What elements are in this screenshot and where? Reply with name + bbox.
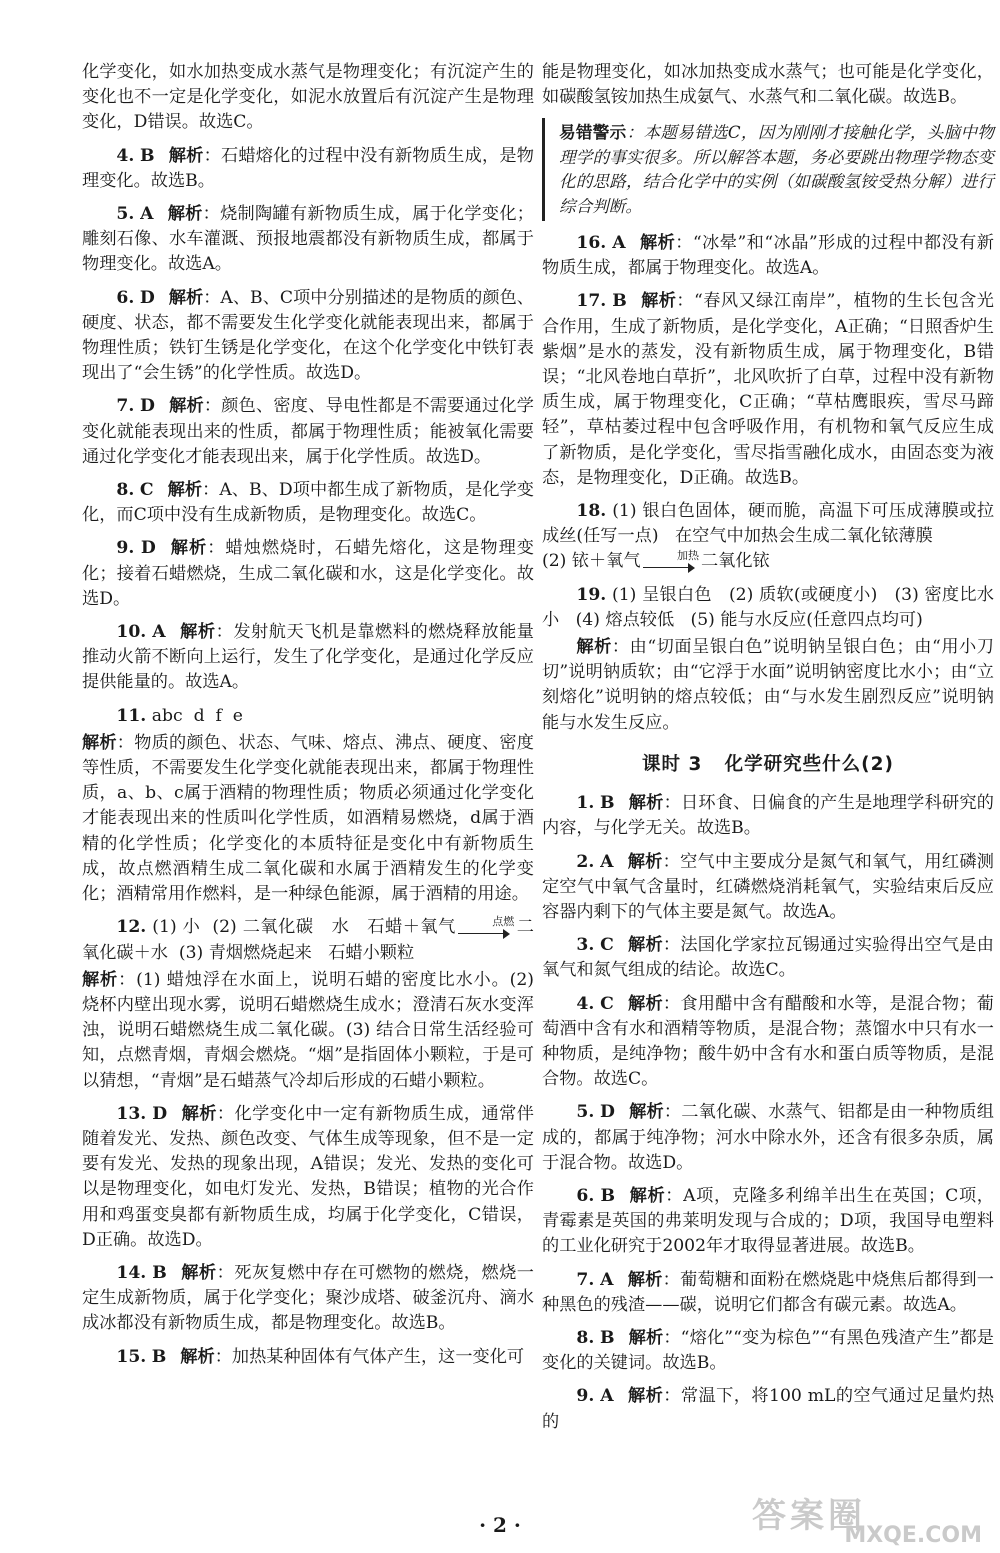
answer-letter: A <box>140 204 154 225</box>
equation-right: 二氧化铱 <box>700 551 770 572</box>
analysis-text: ：A、B、C项中分别描述的是物质的颜色、硬度、状态，都不需要发生化学变化就能表现出来，都属于物理性质；铁钉生锈是化学变化，在这个化学变化中铁钉表现出了“会生锈”的化学性质。故选D。 <box>82 287 534 384</box>
question-number: 5. <box>116 204 135 225</box>
analysis-label: 解析 <box>180 1346 215 1367</box>
answer-letter: A <box>152 622 166 643</box>
analysis-text: ：发射航天飞机是靠燃料的燃烧释放能量推动火箭不断向上运行，发生了化学变化，是通过化学反应提供能量的。故选A。 <box>82 622 534 693</box>
answer-part-2: (2) 二氧化碳 <box>212 917 314 938</box>
answer-q11 <box>82 704 534 729</box>
analysis-q11 <box>82 731 534 907</box>
answer-q19 <box>542 583 994 633</box>
question-number: 4. <box>116 145 135 166</box>
answer-letter: B <box>140 145 155 166</box>
answer-letter: B <box>600 793 615 814</box>
analysis-label: 解析 <box>627 1386 664 1407</box>
answer-q14 <box>82 1261 534 1337</box>
analysis-label: 解析 <box>82 969 119 990</box>
warning-text: ：本题易错选C，因为刚刚才接触化学，头脑中物理学的事实很多。所以解答本题，务必要跳出物理学物态变化的思路，结合化学中的实例（如碳酸氢铵受热分解）进行综合判断。 <box>559 123 995 216</box>
analysis-text: ：(1) 蜡烛浮在水面上，说明石蜡的密度比水小。(2) 烧杯内壁出现水雾，说明石蜡燃烧生成水；澄清石灰水变浑浊，说明石蜡燃烧生成二氧化碳。(3) 结合日常生活经验可知，点燃青烟，青烟会燃烧。“烟”是指固体小颗粒，于是可以猜想，“青烟”是石蜡蒸气冷却后形成的石蜡小颗粒。 <box>82 969 534 1091</box>
analysis-label: 解析 <box>181 1103 217 1124</box>
analysis-text: ：常温下，将100 mL的空气通过足量灼热的 <box>542 1386 995 1432</box>
question-number: 17. <box>576 291 607 312</box>
question-number: 15. <box>116 1346 147 1367</box>
analysis-text: ：二氧化碳、水蒸气、铝都是由一种物质组成的，都属于纯净物；河水中除水外，还含有很多杂质，属于混合物。故选D。 <box>542 1102 994 1173</box>
analysis-text: ：死灰复燃中存在可燃物的燃烧，燃烧一定生成新物质，属于化学变化；聚沙成塔、破釜沉舟、滴水成冰都没有新物质生成，都是物理变化。故选B。 <box>82 1262 534 1334</box>
answer-s6 <box>542 1184 994 1260</box>
analysis-text: ：葡萄糖和面粉在燃烧匙中烧焦后都得到一种黑色的残渣——碳，说明它们都含有碳元素。故选A。 <box>542 1269 994 1315</box>
analysis-text: ：物质的颜色、状态、气味、熔点、沸点、硬度、密度等性质，不需要发生化学变化就能表现出来，都属于物理性质，a、b、c属于酒精的物理性质；物质必须通过化学变化才能表现出来的性质叫化学性质，如酒精易燃烧，d属于酒精的化学性质；化学变化的本质特征是变化中有新物质生成，故点燃酒精生成二氧化碳和水属于酒精发生的化学变化；酒精常用作燃料，是一种绿色能源，属于酒精的用途。 <box>82 732 534 905</box>
question-number: 8. <box>116 480 135 501</box>
answer-q8 <box>82 478 534 528</box>
answer-letter: D <box>140 538 156 559</box>
question-number: 3. <box>576 935 595 956</box>
analysis-label: 解析 <box>628 1327 664 1348</box>
answer-q15 <box>82 1345 534 1370</box>
answer-letter: A <box>600 1386 614 1407</box>
answer-q5 <box>82 202 534 278</box>
watermark-url: MXQE.COM <box>844 1523 982 1548</box>
analysis-text: ：石蜡熔化的过程中没有新物质生成，是物理变化。故选B。 <box>82 145 534 191</box>
question-number: 5. <box>576 1102 595 1123</box>
watermark <box>752 1488 982 1548</box>
answer-q12 <box>82 915 534 965</box>
answer-letter: C <box>600 993 614 1014</box>
analysis-label: 解析 <box>628 1102 664 1123</box>
answer-part-1b: 在空气中加热会生成二氧化铱薄膜 <box>674 526 933 547</box>
analysis-text: ：A、B、D项中都生成了新物质，是化学变化，而C项中没有生成新物质，是物理变化。故选C。 <box>82 480 534 526</box>
right-column <box>542 60 994 1443</box>
page-number: · 2 · <box>479 1513 521 1537</box>
question-number: 16. <box>576 233 607 254</box>
answer-s9 <box>542 1384 994 1434</box>
question-number: 8. <box>576 1327 595 1348</box>
reaction-arrow <box>643 550 699 574</box>
answer-q16 <box>542 231 994 281</box>
analysis-label: 解析 <box>179 622 216 643</box>
analysis-label: 解析 <box>628 793 664 814</box>
analysis-label: 解析 <box>169 538 208 559</box>
equation-left: 石蜡＋氧气 <box>367 917 456 938</box>
question-number: 4. <box>576 993 595 1014</box>
analysis-label: 解析 <box>180 1262 217 1283</box>
section-title: 课时 3 化学研究些什么(2) <box>642 753 894 775</box>
answer-part-1: (1) 小 <box>152 917 201 938</box>
answer-part-1: (1) 银白色固体，硬而脆，高温下可压成薄膜或拉成丝(任写一点) <box>542 501 995 547</box>
answer-letter: B <box>151 1346 167 1367</box>
analysis-label: 解析 <box>627 1269 663 1290</box>
answer-q4 <box>82 144 534 194</box>
analysis-text: ：空气中主要成分是氮气和氧气，用红磷测定空气中氧气含量时，红磷燃烧消耗氧气，实验结束后反应容器内剩下的气体主要是氮气。故选A。 <box>542 851 994 922</box>
analysis-label: 解析 <box>168 145 204 166</box>
error-warning-box <box>542 118 994 221</box>
question-number: 11. <box>116 705 147 726</box>
answer-letter: A <box>612 233 626 254</box>
answer-s4 <box>542 992 994 1093</box>
continued-paragraph: 能是物理变化，如冰加热变成水蒸气；也可能是化学变化，如碳酸氢铵加热生成氨气、水蒸气和二氧化碳。故选B。 <box>542 62 994 108</box>
question-number: 18. <box>576 501 607 522</box>
answer-q13 <box>82 1102 534 1253</box>
answer-letter: B <box>152 1262 167 1283</box>
answer-q17 <box>542 289 994 491</box>
question-number: 7. <box>116 396 135 417</box>
analysis-q12 <box>82 968 534 1094</box>
answer-part-3: (3) 青烟燃烧起来 <box>178 942 312 963</box>
warning-label: 易错警示 <box>559 122 627 143</box>
answer-q7 <box>82 394 534 470</box>
analysis-text: ：法国化学家拉瓦锡通过实验得出空气是由氧气和氮气组成的结论。故选C。 <box>542 935 994 981</box>
answer-s1 <box>542 791 994 841</box>
question-number: 12. <box>116 917 147 938</box>
answer-letter: D <box>140 396 155 417</box>
analysis-label: 解析 <box>168 287 204 308</box>
intro-paragraph: 化学变化，如水加热变成水蒸气是物理变化；有沉淀产生的变化也不一定是化学变化，如泥水放置后有沉淀产生是物理变化，D错误。故选C。 <box>82 62 534 133</box>
analysis-text: ：化学变化中一定有新物质生成，通常伴随着发光、发热、颜色改变、气体生成等现象，但不是一定要有发光、发热的现象出现，A错误；发光、发热的变化可以是物理变化，如电灯发光、发热，B错误；植物的光合作用和鸡蛋变臭都有新物质生成，均属于化学变化，C错误，D正确。故选D。 <box>82 1103 534 1250</box>
answer-part-2b: 水 <box>331 917 350 938</box>
analysis-text: ：烧制陶罐有新物质生成，属于化学变化；雕刻石像、水车灌溉、预报地震都没有新物质生成，都属于物理变化。故选A。 <box>82 204 534 275</box>
left-column <box>82 60 534 1378</box>
analysis-label: 解析 <box>627 935 663 956</box>
analysis-text: ：颜色、密度、导电性都是不需要通过化学变化就能表现出来的性质，都属于物理性质；能被氧化需要通过化学变化才能表现出来，属于化学性质。故选D。 <box>82 396 534 467</box>
analysis-text: ：由“切面呈银白色”说明钠呈银白色；由“用小刀切”说明钠质软；由“它浮于水面”说明钠密度比水小；由“立刻熔化”说明钠的熔点较低；由“与水发生剧烈反应”说明钠能与水发生反应。 <box>542 637 994 733</box>
analysis-label: 解析 <box>167 480 203 501</box>
equation-left: (2) 铱＋氧气 <box>542 551 641 572</box>
question-number: 9. <box>576 1386 595 1407</box>
answer-list: (1) 呈银白色 (2) 质软(或硬度小) (3) 密度比水小 (4) 熔点较低 (5) 能与水反应(任意四点均可) <box>542 584 994 630</box>
reaction-condition: 加热 <box>676 548 699 562</box>
answer-q9 <box>82 536 534 612</box>
answer-q18 <box>542 499 994 575</box>
answer-q6 <box>82 286 534 387</box>
analysis-label: 解析 <box>168 396 204 417</box>
watermark-logo: 答案圈 <box>752 1496 866 1536</box>
analysis-q19 <box>542 635 994 736</box>
answer-letter: A <box>600 851 614 872</box>
answer-s3 <box>542 933 994 983</box>
answer-letter: B <box>612 291 627 312</box>
reaction-arrow <box>458 916 514 940</box>
analysis-text: ：日环食、日偏食的产生是地理学科研究的内容，与化学无关。故选B。 <box>542 793 994 839</box>
analysis-label: 解析 <box>627 993 663 1014</box>
arrow-icon <box>643 562 695 574</box>
analysis-text: ：“熔化”“变为棕色”“有黑色残渣产生”都是变化的关键词。故选B。 <box>542 1327 994 1374</box>
question-number: 19. <box>576 584 607 605</box>
question-number: 9. <box>116 538 135 559</box>
analysis-label: 解析 <box>576 637 612 658</box>
arrow-icon <box>458 928 510 940</box>
analysis-text: ：“冰晕”和“冰晶”形成的过程中都没有新物质生成，都属于物理变化。故选A。 <box>542 233 994 279</box>
question-number: 1. <box>576 793 595 814</box>
analysis-label: 解析 <box>167 204 203 225</box>
answer-letters: abc d f e <box>151 705 243 726</box>
analysis-label: 解析 <box>628 1185 666 1206</box>
answer-letter: D <box>152 1103 168 1124</box>
answer-s8 <box>542 1326 994 1376</box>
analysis-text: ：食用醋中含有醋酸和水等，是混合物；葡萄酒中含有水和酒精等物质，是混合物；蒸馏水中只有水一种物质，是纯净物；酸牛奶中含有水和蛋白质等物质，是混合物。故选C。 <box>542 993 994 1090</box>
answer-letter: C <box>600 935 614 956</box>
answer-part-3b: 石蜡小颗粒 <box>328 942 415 963</box>
answer-letter: D <box>600 1102 615 1123</box>
analysis-text: ：蜡烛燃烧时，石蜡先熔化，这是物理变化；接着石蜡燃烧，生成二氧化碳和水，这是化学变化。故选D。 <box>82 538 534 609</box>
analysis-label: 解析 <box>639 233 676 254</box>
answer-q10 <box>82 620 534 696</box>
question-number: 6. <box>116 287 135 308</box>
answer-letter: D <box>139 287 155 308</box>
analysis-label: 解析 <box>82 732 117 753</box>
answer-letter: A <box>600 1269 614 1290</box>
answer-s7 <box>542 1268 994 1318</box>
question-number: 2. <box>576 851 595 872</box>
question-number: 7. <box>576 1269 595 1290</box>
question-number: 13. <box>116 1103 147 1124</box>
analysis-text: ：加热某种固体有气体产生，这一变化可 <box>214 1346 525 1367</box>
analysis-text: ：“春风又绿江南岸”，植物的生长包含光合作用，生成了新物质，是化学变化，A正确；“日照香炉生紫烟”是水的蒸发，没有新物质生成，属于物理变化，B错误；“北风卷地白草折”，北风吹折了白草，过程中没有新物质生成，属于物理变化，C正确；“草枯鹰眼疾，雪尽马蹄轻”，草枯萎过程中包含呼吸作用，有机物和氧气反应生成了新物质，是化学变化，雪尽指雪融化成水，由固态变为液态，是物理变化，D正确。故选B。 <box>542 291 994 488</box>
answer-s5 <box>542 1100 994 1176</box>
analysis-label: 解析 <box>627 851 663 872</box>
reaction-condition: 点燃 <box>492 914 515 928</box>
analysis-label: 解析 <box>640 291 677 312</box>
answer-letter: B <box>600 1185 615 1206</box>
question-number: 14. <box>116 1262 147 1283</box>
question-number: 6. <box>576 1185 595 1206</box>
answer-letter: C <box>139 480 154 501</box>
answer-letter: B <box>599 1327 615 1348</box>
question-number: 10. <box>116 622 147 643</box>
analysis-text: ：A项，克隆多利绵羊出生在英国；C项，青霉素是英国的弗莱明发现与合成的；D项，我国导电塑料的工业化研究于2002年才取得显著进展。故选B。 <box>542 1185 994 1257</box>
equation-right: 二氧化碳＋水 <box>82 917 534 963</box>
answer-s2 <box>542 850 994 926</box>
